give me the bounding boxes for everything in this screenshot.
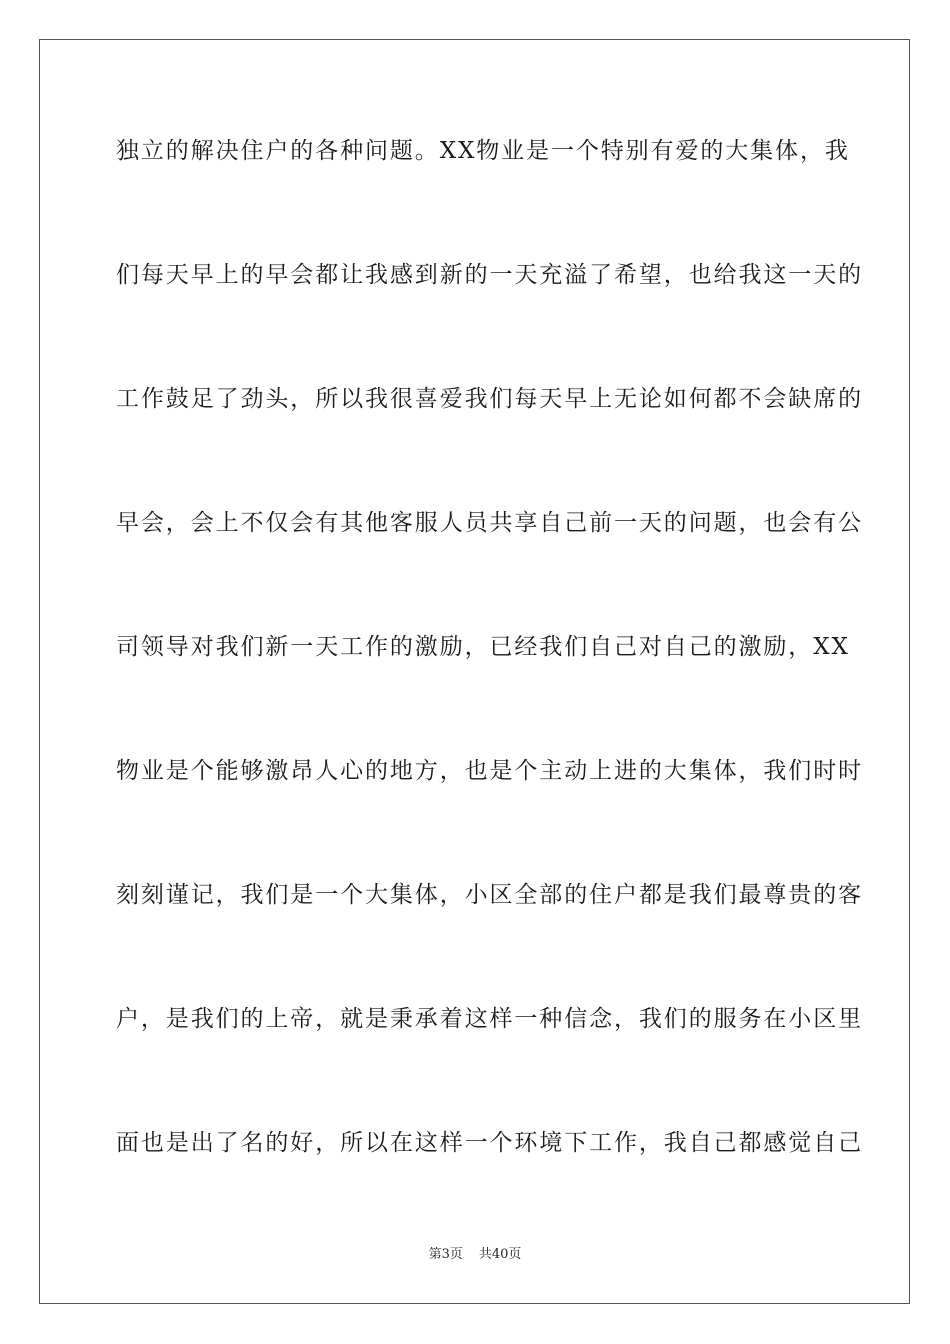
- text-line: 工作鼓足了劲头，所以我很喜爱我们每天早上无论如何都不会缺席的: [116, 386, 863, 412]
- page-total: 共40页: [478, 1247, 522, 1262]
- text-line: 早会，会上不仅会有其他客服人员共享自己前一天的问题，也会有公: [116, 510, 863, 536]
- text-line: 物业是个能够激昂人心的地方，也是个主动上进的大集体，我们时时: [116, 758, 863, 784]
- text-line: 户，是我们的上帝，就是秉承着这样一种信念，我们的服务在小区里: [116, 1006, 863, 1032]
- text-line: 刻刻谨记，我们是一个大集体，小区全部的住户都是我们最尊贵的客: [116, 882, 863, 908]
- page-footer: [0, 1246, 950, 1264]
- text-line: 独立的解决住户的各种问题。XX物业是一个特别有爱的大集体，我: [116, 138, 850, 164]
- text-line: 司领导对我们新一天工作的激励，已经我们自己对自己的激励，XX: [116, 634, 850, 660]
- page-number: 第3页: [428, 1247, 463, 1262]
- text-line: 面也是出了名的好，所以在这样一个环境下工作，我自己都感觉自己: [116, 1130, 863, 1156]
- page-border: [39, 39, 910, 1304]
- text-line: 们每天早上的早会都让我感到新的一天充溢了希望，也给我这一天的: [116, 262, 863, 288]
